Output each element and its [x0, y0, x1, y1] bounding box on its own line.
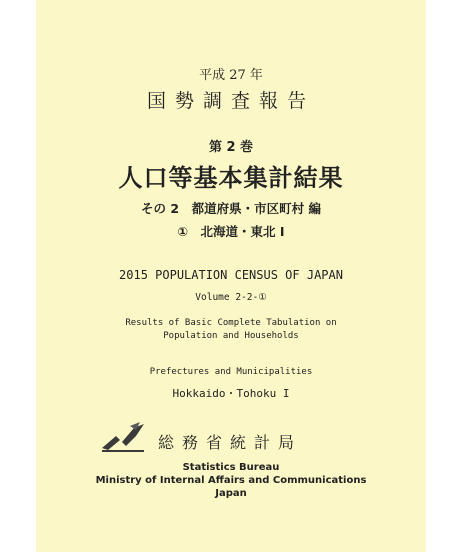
publisher-ministry-en: Ministry of Internal Affairs and Communications	[95, 475, 367, 486]
publisher-name-jp: 総務省統計局	[158, 433, 303, 452]
report-cover	[36, 0, 426, 552]
english-title: 2015 POPULATION CENSUS OF JAPAN	[119, 268, 343, 282]
region-subtitle: ① 北海道・東北 I	[177, 224, 285, 239]
part-subtitle: その 2 都道府県・市区町村 編	[141, 201, 321, 216]
era-year: 平成 27 年	[199, 68, 263, 83]
english-subtitle-line1: Results of Basic Complete Tabulation on	[125, 318, 337, 328]
publisher-country: Japan	[215, 488, 247, 499]
main-title: 人口等基本集計結果	[118, 164, 344, 192]
series-title: 国勢調査報告	[146, 90, 315, 112]
english-volume: Volume 2-2-①	[195, 292, 267, 303]
english-prefectures: Prefectures and Municipalities	[149, 367, 313, 377]
english-region: Hokkaido・Tohoku I	[172, 387, 290, 400]
publisher-name-en: Statistics Bureau	[182, 462, 280, 473]
english-subtitle-line2: Population and Households	[163, 331, 299, 341]
statistics-bureau-logo-icon	[100, 422, 146, 452]
volume-number: 第 2 巻	[208, 140, 254, 155]
